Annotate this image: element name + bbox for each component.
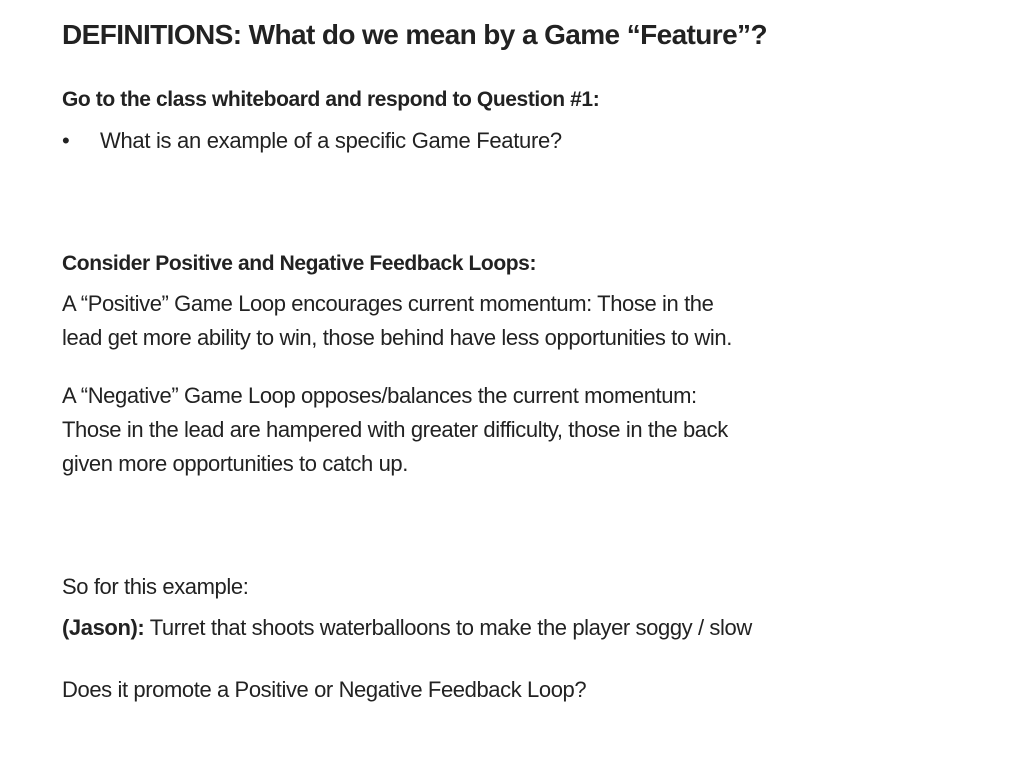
question-heading: Go to the class whiteboard and respond to Question #1: <box>62 88 600 111</box>
example-line-content <box>62 611 942 645</box>
bullet-text: What is an example of a specific Game Feature? <box>100 128 562 153</box>
negative-loop-line-1: A “Negative” Game Loop opposes/balances the current momentum: <box>62 383 697 408</box>
positive-loop-line-2: lead get more ability to win, those behind have less opportunities to win. <box>62 325 732 350</box>
positive-loop-paragraph <box>62 287 942 355</box>
slide-title: DEFINITIONS: What do we mean by a Game “Feature”? <box>62 19 767 50</box>
positive-loop-line-1: A “Positive” Game Loop encourages current momentum: Those in the <box>62 291 714 316</box>
example-author: (Jason): <box>62 615 145 640</box>
example-text: Turret that shoots waterballoons to make the player soggy / slow <box>144 615 752 640</box>
negative-loop-line-2: Those in the lead are hampered with greater difficulty, those in the back <box>62 417 728 442</box>
closing-question-text: Does it promote a Positive or Negative Feedback Loop? <box>62 677 587 702</box>
feedback-loops-heading: Consider Positive and Negative Feedback Loops: <box>62 252 537 275</box>
bullet-list-item <box>62 126 962 156</box>
bullet-icon: • <box>62 128 70 153</box>
negative-loop-line-3: given more opportunities to catch up. <box>62 451 408 476</box>
negative-loop-paragraph <box>62 379 942 481</box>
example-intro <box>62 570 942 604</box>
closing-question <box>62 673 942 707</box>
example-line <box>62 611 942 645</box>
example-intro-text: So for this example: <box>62 574 249 599</box>
